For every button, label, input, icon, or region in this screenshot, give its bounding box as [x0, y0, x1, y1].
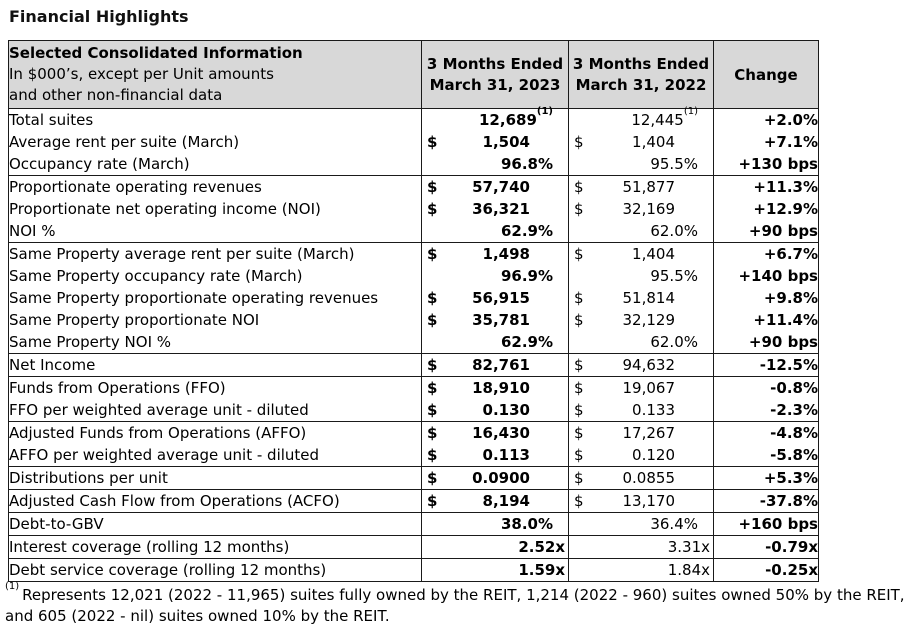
currency-symbol: $: [574, 492, 584, 510]
table-row: [9, 331, 819, 354]
footnote-marker: (1): [536, 106, 553, 117]
change-cell: -2.3%: [714, 399, 819, 422]
cell-value: 51,814: [622, 289, 675, 307]
change-cell: +90 bps: [714, 331, 819, 354]
cell-value: 0.113: [482, 446, 530, 464]
value-cell-2023: [422, 220, 569, 243]
value-cell-2022: [569, 490, 714, 513]
financial-highlights-table: [8, 40, 819, 582]
table-row: [9, 176, 819, 199]
change-cell: +11.3%: [714, 176, 819, 199]
cell-value: 12,445$^{(1)}$: [631, 106, 698, 129]
table-row: [9, 109, 819, 132]
value-cell-2023: [422, 559, 569, 582]
currency-symbol: $: [574, 178, 584, 196]
row-label: Same Property occupancy rate (March): [9, 265, 422, 287]
cell-value: 35,781: [472, 311, 530, 329]
value-cell-2022: [569, 243, 714, 266]
row-label: Total suites: [9, 109, 422, 132]
cell-value: 0.130: [482, 401, 530, 419]
table-header: [9, 41, 819, 109]
value-cell-2022: [569, 265, 714, 287]
cell-value: 18,910: [472, 379, 530, 397]
value-cell-2023: [422, 106, 569, 132]
row-label: Same Property NOI %: [9, 331, 422, 354]
table-row: [9, 536, 819, 559]
currency-symbol: $: [574, 245, 584, 263]
change-cell: -4.8%: [714, 422, 819, 445]
value-cell-2023: [422, 467, 569, 490]
table-row: [9, 220, 819, 243]
change-cell: +9.8%: [714, 287, 819, 309]
page-title: Financial Highlights: [9, 7, 189, 26]
row-label: Proportionate net operating income (NOI): [9, 198, 422, 220]
cell-value: 96.8%: [500, 155, 553, 173]
change-cell: +140 bps: [714, 265, 819, 287]
cell-value: 62.0%: [650, 222, 698, 240]
cell-value: 82,761: [472, 356, 530, 374]
cell-value: 1.84x: [667, 561, 710, 579]
cell-value: 38.0%: [500, 515, 553, 533]
value-cell-2023: [422, 243, 569, 266]
row-label: Same Property proportionate NOI: [9, 309, 422, 331]
row-label: Debt service coverage (rolling 12 months): [9, 559, 422, 582]
change-cell: +7.1%: [714, 131, 819, 153]
value-cell-2023: [422, 309, 569, 331]
cell-value: 1,498: [482, 245, 530, 263]
row-label: Average rent per suite (March): [9, 131, 422, 153]
change-cell: -37.8%: [714, 490, 819, 513]
table-body: [9, 106, 819, 582]
currency-symbol: $: [574, 379, 584, 397]
currency-symbol: $: [574, 424, 584, 442]
cell-value: 36,321: [472, 200, 530, 218]
value-cell-2023: [422, 536, 569, 559]
cell-value: 0.120: [632, 446, 675, 464]
currency-symbol: $: [427, 492, 438, 510]
row-label: Same Property proportionate operating revenues: [9, 287, 422, 309]
table-row: [9, 354, 819, 377]
currency-symbol: $: [427, 401, 438, 419]
table-row: [9, 559, 819, 582]
cell-value: 1.59x: [518, 561, 565, 579]
change-cell: -0.79x: [714, 536, 819, 559]
value-cell-2023: [422, 422, 569, 445]
cell-value: 19,067: [622, 379, 675, 397]
value-cell-2022: [569, 287, 714, 309]
value-cell-2023: [422, 444, 569, 467]
period-2023-line2: March 31, 2023: [429, 75, 561, 94]
cell-value: 0.133: [632, 401, 675, 419]
header-label-line3: and other non-financial data: [9, 86, 223, 104]
table-row: [9, 490, 819, 513]
currency-symbol: $: [574, 401, 584, 419]
header-cell-period-2023: [422, 41, 569, 109]
change-cell: +130 bps: [714, 153, 819, 176]
table-row: [9, 467, 819, 490]
table-row: [9, 513, 819, 536]
currency-symbol: $: [427, 379, 438, 397]
value-cell-2023: [422, 153, 569, 176]
change-cell: +12.9%: [714, 198, 819, 220]
cell-value: 57,740: [472, 178, 530, 196]
cell-value: 2.52x: [518, 538, 565, 556]
cell-value: 94,632: [622, 356, 675, 374]
change-cell: -5.8%: [714, 444, 819, 467]
table-row: [9, 377, 819, 400]
change-cell: -0.8%: [714, 377, 819, 400]
table-row: [9, 265, 819, 287]
row-label: Adjusted Cash Flow from Operations (ACFO): [9, 490, 422, 513]
currency-symbol: $: [427, 424, 438, 442]
value-cell-2023: [422, 265, 569, 287]
cell-value: 0.0855: [622, 469, 675, 487]
cell-value: 62.9%: [500, 222, 553, 240]
header-cell-period-2022: [569, 41, 714, 109]
table-row: [9, 309, 819, 331]
change-cell: +90 bps: [714, 220, 819, 243]
value-cell-2023: [422, 287, 569, 309]
cell-value: 13,170: [622, 492, 675, 510]
value-cell-2023: [422, 198, 569, 220]
table-row: [9, 422, 819, 445]
currency-symbol: $: [427, 446, 438, 464]
row-label: Interest coverage (rolling 12 months): [9, 536, 422, 559]
table-row: [9, 444, 819, 467]
cell-value: 16,430: [472, 424, 530, 442]
row-label: NOI %: [9, 220, 422, 243]
cell-value: 17,267: [622, 424, 675, 442]
currency-symbol: $: [427, 356, 438, 374]
period-2023-line1: 3 Months Ended: [426, 54, 564, 73]
currency-symbol: $: [427, 289, 438, 307]
value-cell-2022: [569, 559, 714, 582]
row-label: Occupancy rate (March): [9, 153, 422, 176]
header-label-line2: In $000’s, except per Unit amounts: [9, 65, 274, 83]
cell-value: 1,404: [632, 245, 675, 263]
currency-symbol: $: [574, 200, 584, 218]
cell-value: 36.4%: [650, 515, 698, 533]
row-label: Funds from Operations (FFO): [9, 377, 422, 400]
value-cell-2023: [422, 513, 569, 536]
value-cell-2022: [569, 399, 714, 422]
currency-symbol: $: [574, 446, 584, 464]
currency-symbol: $: [427, 311, 438, 329]
period-2022-line1: 3 Months Ended: [572, 54, 710, 73]
value-cell-2023: [422, 377, 569, 400]
period-2022-line2: March 31, 2022: [575, 75, 707, 94]
value-cell-2022: [569, 467, 714, 490]
value-cell-2022: [569, 444, 714, 467]
row-label: AFFO per weighted average unit - diluted: [9, 444, 422, 467]
row-label: FFO per weighted average unit - diluted: [9, 399, 422, 422]
header-cell-label: [9, 41, 422, 109]
table-row: [9, 287, 819, 309]
footnote-text: Represents 12,021 (2022 - 11,965) suites fully owned by the REIT, 1,214 (2022 - 960) suites owned 50% by the REIT, and 605 (2022 - nil) suites owned 10% by the REIT.: [5, 586, 905, 625]
currency-symbol: $: [574, 311, 584, 329]
value-cell-2022: [569, 354, 714, 377]
cell-value: 1,404: [632, 133, 675, 151]
value-cell-2022: [569, 131, 714, 153]
header-label-line1: Selected Consolidated Information: [9, 44, 303, 62]
table-row: [9, 131, 819, 153]
cell-value: 95.5%: [650, 155, 698, 173]
value-cell-2023: [422, 490, 569, 513]
header-row: [9, 41, 819, 109]
value-cell-2022: [569, 513, 714, 536]
change-cell: +6.7%: [714, 243, 819, 266]
change-cell: -12.5%: [714, 354, 819, 377]
change-cell: -0.25x: [714, 559, 819, 582]
cell-value: 62.9%: [500, 333, 553, 351]
row-label: Same Property average rent per suite (March): [9, 243, 422, 266]
row-label: Net Income: [9, 354, 422, 377]
footnote: [5, 581, 913, 627]
cell-value: 0.0900: [472, 469, 530, 487]
value-cell-2023: [422, 331, 569, 354]
cell-value: 32,129: [622, 311, 675, 329]
change-cell: +160 bps: [714, 513, 819, 536]
cell-value: 56,915: [472, 289, 530, 307]
cell-value: 96.9%: [500, 267, 553, 285]
value-cell-2022: [569, 536, 714, 559]
value-cell-2023: [422, 176, 569, 199]
footnote-marker: (1): [683, 106, 698, 117]
currency-symbol: $: [574, 289, 584, 307]
table-row: [9, 198, 819, 220]
change-cell: +2.0%: [714, 109, 819, 132]
cell-value: 3.31x: [667, 538, 710, 556]
value-cell-2022: [569, 106, 714, 132]
currency-symbol: $: [427, 469, 438, 487]
footnote-marker: (1): [5, 581, 20, 592]
change-cell: +11.4%: [714, 309, 819, 331]
table-row: [9, 399, 819, 422]
currency-symbol: $: [427, 178, 438, 196]
currency-symbol: $: [427, 133, 438, 151]
cell-value: 1,504: [482, 133, 530, 151]
value-cell-2022: [569, 198, 714, 220]
row-label: Proportionate operating revenues: [9, 176, 422, 199]
row-label: Debt-to-GBV: [9, 513, 422, 536]
currency-symbol: $: [574, 356, 584, 374]
change-cell: +5.3%: [714, 467, 819, 490]
table-row: [9, 243, 819, 266]
value-cell-2022: [569, 331, 714, 354]
value-cell-2022: [569, 176, 714, 199]
currency-symbol: $: [574, 133, 584, 151]
value-cell-2022: [569, 377, 714, 400]
cell-value: 8,194: [482, 492, 530, 510]
cell-value: 95.5%: [650, 267, 698, 285]
header-cell-change: Change: [714, 41, 819, 109]
value-cell-2022: [569, 153, 714, 176]
value-cell-2022: [569, 220, 714, 243]
value-cell-2023: [422, 354, 569, 377]
table-row: [9, 153, 819, 176]
cell-value: 32,169: [622, 200, 675, 218]
currency-symbol: $: [574, 469, 584, 487]
cell-value: 51,877: [622, 178, 675, 196]
currency-symbol: $: [427, 245, 438, 263]
cell-value: 12,689$^{(1)}$: [479, 106, 553, 129]
row-label: Adjusted Funds from Operations (AFFO): [9, 422, 422, 445]
cell-value: 62.0%: [650, 333, 698, 351]
value-cell-2022: [569, 309, 714, 331]
value-cell-2023: [422, 399, 569, 422]
currency-symbol: $: [427, 200, 438, 218]
row-label: Distributions per unit: [9, 467, 422, 490]
value-cell-2023: [422, 131, 569, 153]
value-cell-2022: [569, 422, 714, 445]
